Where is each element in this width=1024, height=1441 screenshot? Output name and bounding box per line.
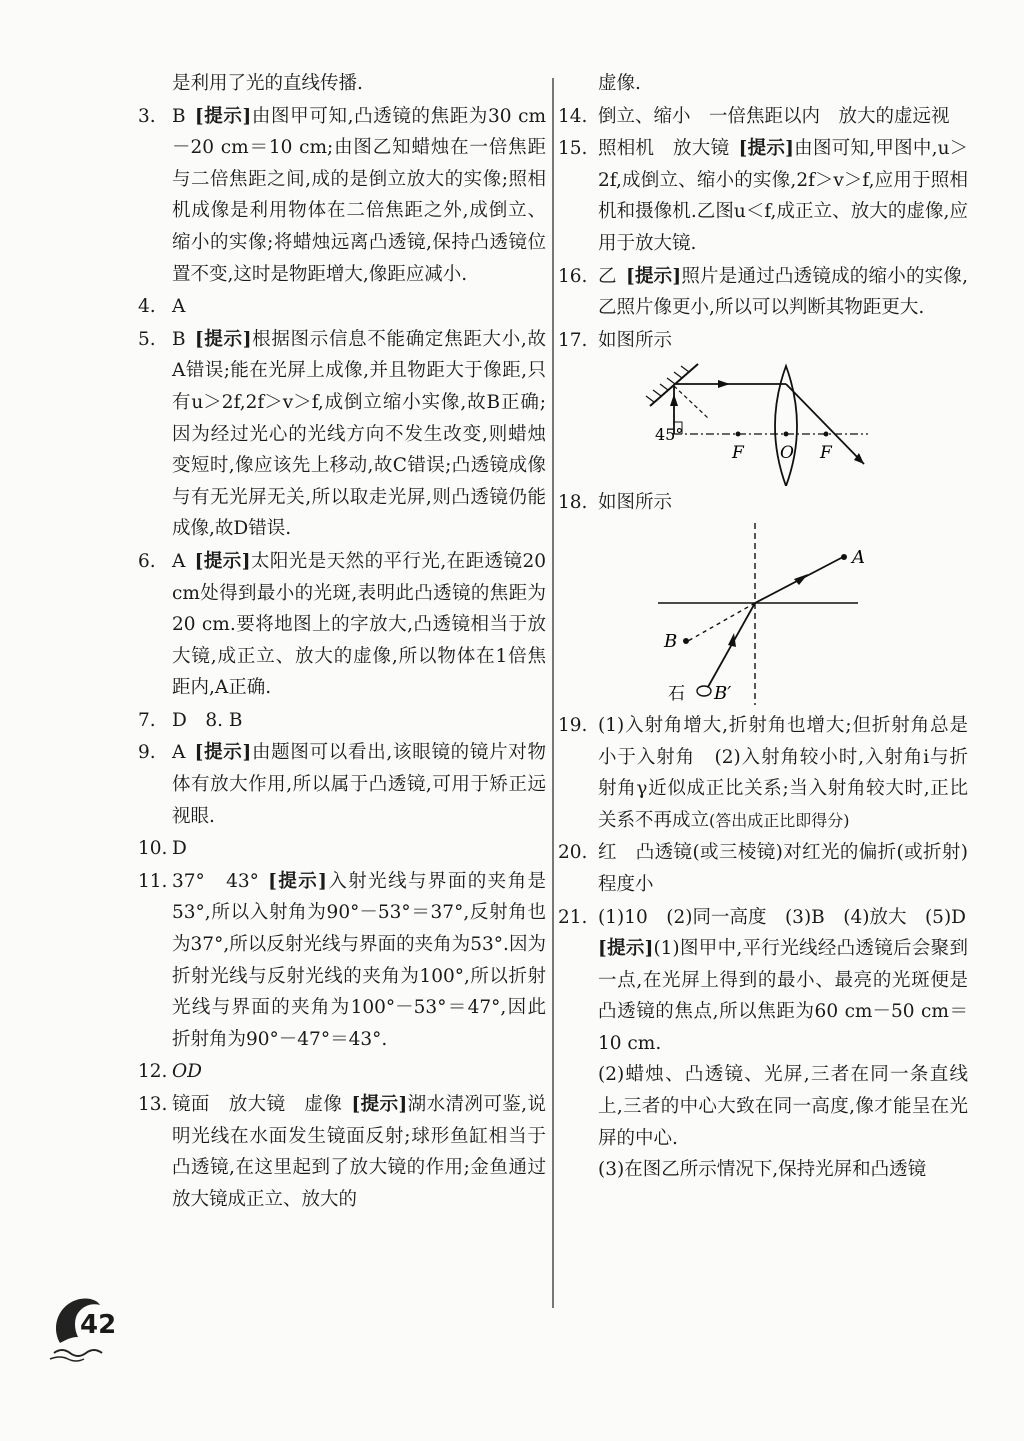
incident-arrow — [670, 394, 678, 406]
point-b-prime-label: B′ — [714, 682, 732, 704]
answer-item-7-8: 7. D 8. B — [138, 709, 243, 731]
q21-hint-1: [提示](1)图甲中,平行光线经凸透镜后会聚到一点,在光屏上得到的最小、最亮的光斑便是凸透镜的焦点,所以焦距为60 cm－50 cm＝10 cm. — [598, 938, 968, 1054]
dashed-ray — [674, 386, 708, 418]
answer-item-12: 12. OD — [138, 1061, 202, 1083]
answer-item-21: 21. (1)10 (2)同一高度 (3)B (4)放大 (5)D — [558, 906, 966, 928]
answer-item-6: 6. A [提示]太阳光是天然的平行光,在距透镜20 cm处得到最小的光斑,表明此凸透镜的焦距为20 cm.要将地图上的字放大,凸透镜相当于放大镜,成正立、放大的虚像,所以物体在1倍焦距内,A正确. — [138, 550, 546, 699]
point-a-dot — [841, 554, 847, 560]
answer-item-20: 20. 红 凸透镜(或三棱镜)对红光的偏折(或折射)程度小 — [558, 842, 968, 895]
answer-item-4: 4. A — [138, 296, 186, 318]
figure-18 — [558, 519, 968, 709]
answer-item-3: 3. B [提示]由图甲可知,凸透镜的焦距为30 cm－20 cm＝10 cm;由图乙知蜡烛在一倍焦距与二倍焦距之间,成的是倒立放大的实像;照相机成像是利用物体在二倍焦距之外,成倒立、缩小的实像;将蜡烛远离凸透镜,保持凸透镜位置不变,这时是物距增大,像距应减小. — [138, 105, 546, 285]
answer-item-19: 19. (1)入射角增大,折射角也增大;但折射角总是小于入射角 (2)入射角较小时,入射角i与折射角γ近似成正比关系;当入射角较大时,正比关系不再成立(答出成正比即得分) — [558, 714, 968, 831]
answer-item-5: 5. B [提示]根据图示信息不能确定焦距大小,故A错误;能在光屏上成像,并且物距大于像距,只有u＞2f,2f＞v＞f,成倒立缩小实像,故B正确;因为经过光心的光线方向不发生改变,则蜡烛变短时,像应该先上移动,故C错误;凸透镜成像与有无光屏无关,所以取走光屏,则凸透镜仍能成像,故D错误. — [138, 328, 546, 540]
point-b-label: B — [664, 630, 678, 652]
point-b-dot — [683, 638, 689, 644]
focus-left-label: F — [732, 443, 744, 464]
focus-right-dot — [824, 432, 829, 437]
center-dot — [784, 432, 789, 437]
answer-item-13: 13. 镜面 放大镜 虚像 [提示]湖水清冽可鉴,说明光线在水面发生镜面反射;球形鱼缸相当于凸透镜,在这里起到了放大镜的作用;金鱼通过放大镜成正立、放大的 — [138, 1094, 546, 1210]
answer-item-10: 10. D — [138, 838, 187, 860]
ray-arrow — [718, 380, 730, 388]
answer-item-14: 14. 倒立、缩小 一倍焦距以内 放大的虚远视 — [558, 105, 950, 127]
stone-label: 石 — [668, 683, 685, 704]
answer-item-16: 16. 乙 [提示]照片是通过凸透镜成的缩小的实像,乙照片像更小,所以可以判断其物距更大. — [558, 265, 968, 319]
page-number: 42 — [80, 1310, 117, 1340]
focus-left-dot — [736, 432, 741, 437]
answer-item-15: 15. 照相机 放大镜 [提示]由图可知,甲图中,u＞2f,成倒立、缩小的实像,2f＞v＞f,应用于照相机和摄像机.乙图u＜f,成正立、放大的虚像,应用于放大镜. — [558, 138, 968, 254]
q21-hint-3: (3)在图乙所示情况下,保持光屏和凸透镜 — [598, 1159, 927, 1181]
refracted-arrow — [794, 574, 808, 585]
angle-label: 45° — [655, 425, 684, 445]
focus-right-label: F — [820, 443, 832, 464]
answer-item-18: 18. 如图所示 — [558, 492, 673, 514]
incident-arrow — [728, 633, 736, 647]
stone-shape — [697, 686, 711, 696]
left-column — [138, 68, 546, 1215]
answer-item-9: 9. A [提示]由题图可以看出,该眼镜的镜片对物体有放大作用,所以属于凸透镜,可用于矫正远视眼. — [138, 742, 546, 827]
point-a-label: A — [852, 546, 865, 568]
right-column — [558, 68, 968, 1186]
left-lead-line: 是利用了光的直线传播. — [172, 73, 363, 94]
answer-item-11: 11. 37° 43° [提示]入射光线与界面的夹角是53°,所以入射角为90°－53°＝37°,反射角也为37°,所以反射光线与界面的夹角为53°.因为折射光线与反射光线的夹角为100°,所以折射光线与界面的夹角为100°－53°＝47°,因此折射角为90°－47°＝43°. — [138, 870, 546, 1050]
right-lead-line: 虚像. — [598, 73, 641, 94]
q21-hint-2: (2)蜡烛、凸透镜、光屏,三者在同一条直线上,三者的中心大致在同一高度,像才能呈在光屏的中心. — [598, 1064, 968, 1149]
answer-item-17: 17. 如图所示 — [558, 329, 673, 351]
figure-17 — [558, 356, 968, 486]
optical-center-label: O — [780, 443, 794, 464]
column-divider — [552, 78, 554, 1308]
